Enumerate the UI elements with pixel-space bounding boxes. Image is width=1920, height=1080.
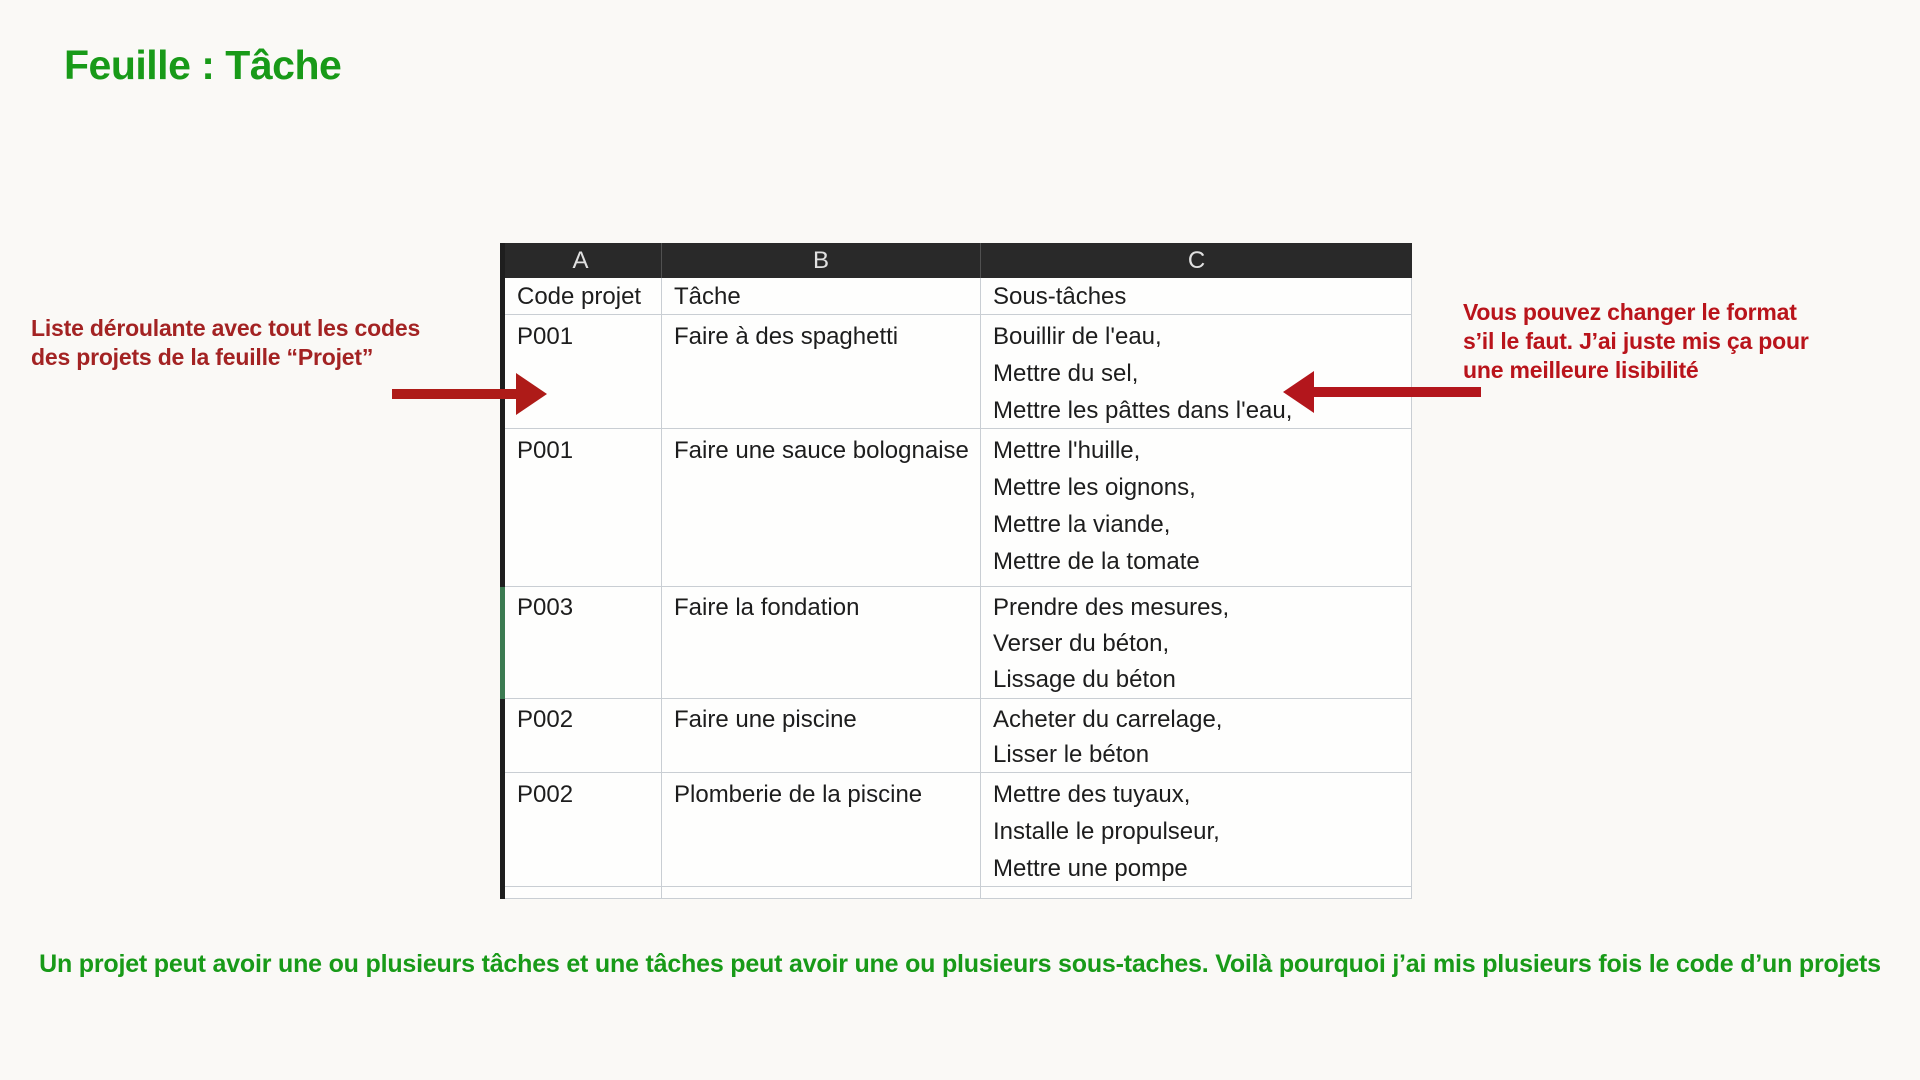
cell-tache[interactable]: Faire la fondation: [662, 587, 981, 698]
column-header-row: [500, 243, 1412, 278]
cell-empty[interactable]: [662, 887, 981, 898]
right-annotation: [1463, 298, 1809, 385]
spreadsheet-table: [500, 243, 1412, 899]
cell-code-projet[interactable]: P001: [505, 429, 662, 586]
sous-tache-line: Mettre les oignons,: [993, 474, 1196, 501]
sous-tache-line: Lissage du béton: [993, 666, 1176, 693]
table-row-partial: [505, 887, 1412, 899]
table-row: [505, 429, 1412, 587]
cell-code-projet[interactable]: P003: [505, 587, 662, 698]
table-row: [505, 587, 1412, 699]
cell-sous-taches[interactable]: [981, 429, 1412, 586]
sous-tache-line: Prendre des mesures,: [993, 594, 1230, 621]
bottom-note: Un projet peut avoir une ou plusieurs tâches et une tâches peut avoir une ou plusieurs sous-taches. Voilà pourquoi j’ai mis plusieurs fois le code d’un projets: [39, 950, 1881, 978]
cell-code-projet[interactable]: P001: [505, 315, 662, 428]
cell-sous-taches[interactable]: [981, 315, 1412, 428]
cell-tache[interactable]: Plomberie de la piscine: [662, 773, 981, 886]
sous-tache-line: Mettre de la tomate: [993, 548, 1200, 575]
header-cell-sous-taches[interactable]: Sous-tâches: [981, 278, 1412, 314]
header-cell-code-projet[interactable]: Code projet: [505, 278, 662, 314]
left-annotation-line: des projets de la feuille “Projet”: [31, 344, 374, 370]
cell-tache[interactable]: Faire à des spaghetti: [662, 315, 981, 428]
sous-tache-line: Mettre du sel,: [993, 360, 1139, 387]
cell-tache[interactable]: Faire une sauce bolognaise: [662, 429, 981, 586]
left-annotation-line: Liste déroulante avec tout les codes: [31, 315, 421, 341]
left-annotation: [31, 314, 420, 372]
sous-tache-line: Verser du béton,: [993, 630, 1170, 657]
cell-empty[interactable]: [505, 887, 662, 898]
left-pointing-arrowhead-icon: [1283, 371, 1314, 413]
right-annotation-line: une meilleure lisibilité: [1463, 357, 1699, 383]
sous-tache-line: Bouillir de l'eau,: [993, 323, 1162, 350]
cell-empty[interactable]: [981, 887, 1412, 898]
table-row: [505, 773, 1412, 887]
sous-tache-line: Lisser le béton: [993, 741, 1150, 768]
cell-code-projet[interactable]: P002: [505, 699, 662, 772]
left-pointing-arrow-icon: [1307, 387, 1481, 397]
right-pointing-arrowhead-icon: [516, 373, 547, 415]
page-title: Feuille : Tâche: [64, 42, 342, 88]
sous-tache-line: Mettre l'huille,: [993, 437, 1141, 464]
right-pointing-arrow-icon: [392, 389, 520, 399]
table-body: [505, 278, 1412, 899]
field-header-row: [505, 278, 1412, 315]
cell-sous-taches[interactable]: [981, 773, 1412, 886]
sous-tache-line: Acheter du carrelage,: [993, 706, 1223, 733]
cell-sous-taches[interactable]: [981, 699, 1412, 772]
right-annotation-line: s’il le faut. J’ai juste mis ça pour: [1463, 328, 1809, 354]
left-border-segment: [500, 243, 505, 587]
sous-tache-line: Mettre une pompe: [993, 855, 1188, 882]
sous-tache-line: Mettre des tuyaux,: [993, 781, 1191, 808]
sous-tache-line: Installe le propulseur,: [993, 818, 1220, 845]
right-annotation-line: Vous pouvez changer le format: [1463, 299, 1797, 325]
green-row-marker: [500, 587, 505, 699]
cell-sous-taches[interactable]: [981, 587, 1412, 698]
cell-code-projet[interactable]: P002: [505, 773, 662, 886]
table-row: [505, 315, 1412, 429]
cell-tache[interactable]: Faire une piscine: [662, 699, 981, 772]
column-header-b[interactable]: B: [662, 243, 981, 278]
left-border-segment: [500, 699, 505, 899]
column-header-c[interactable]: C: [1187, 247, 1206, 274]
header-cell-tache[interactable]: Tâche: [662, 278, 981, 314]
column-header-a[interactable]: A: [500, 243, 662, 278]
sous-tache-line: Mettre les pâttes dans l'eau,: [993, 397, 1293, 424]
table-row: [505, 699, 1412, 773]
sous-tache-line: Mettre la viande,: [993, 511, 1171, 538]
